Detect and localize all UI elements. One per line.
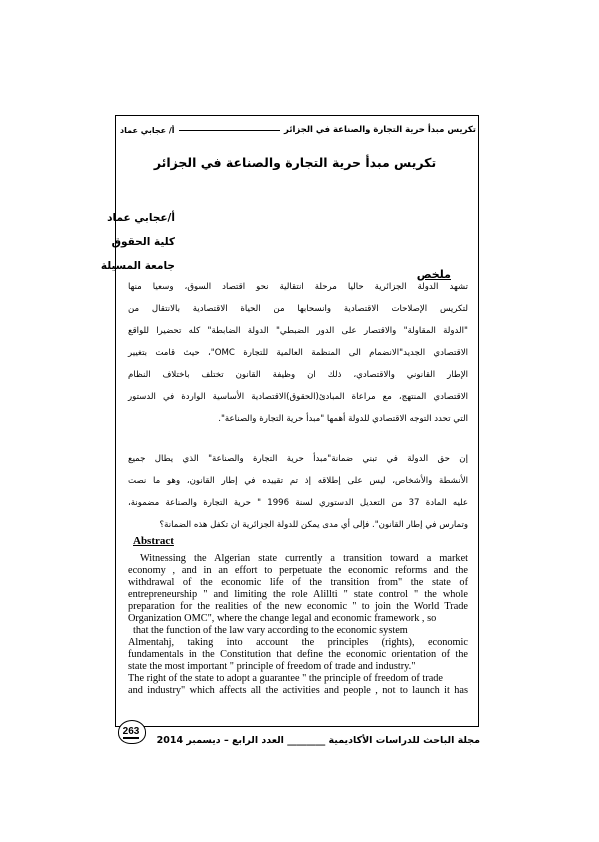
summary-line: عليه المادة 37 من التعديل الدستوري لسنة 1996 " حرية التجارة والصناعة مضمونة،	[128, 498, 469, 508]
summary-heading: ملخص	[416, 268, 451, 281]
abstract-line: fundamentals in the Constitution that define the economic orientation of the	[128, 649, 468, 660]
header-rule	[179, 130, 281, 131]
running-header	[120, 122, 476, 138]
abstract-line: state the most important " principle of freedom of trade and industry."	[128, 661, 416, 672]
abstract-line: economy , and in an effort to perpetuate the economic reforms and the	[128, 565, 468, 576]
summary-line: التي تحدد التوجه الاقتصادي للدولة أهمها "مبدأ حرية التجارة والصناعة".	[218, 414, 468, 424]
summary-line: تشهد الدولة الجزائرية حاليا مرحلة انتقالية نحو اقتصاد السوق، وسعيا منها	[128, 282, 468, 292]
author-block	[101, 206, 175, 278]
abstract-line: The right of the state to adopt a guarantee " the principle of freedom of trade	[128, 673, 443, 684]
page-number-badge	[116, 718, 146, 746]
article-title: تكريس مبدأ حرية التجارة والصناعة في الجزائر	[153, 155, 437, 170]
abstract-line: Almentahj, taking into account the principles (rights), economic	[128, 637, 468, 648]
summary-paragraph-1	[128, 276, 468, 430]
abstract-line: that the function of the law vary according to the economic system	[133, 625, 408, 636]
abstract-line: preparation for the realities of the new economic " to join the World Trade	[128, 601, 468, 612]
summary-line: الأنشطة والأشخاص، ليس على إطلاقه إذ تم تقييده في إطار القانون، وهو ما نصت	[128, 476, 468, 486]
abstract-line: entrepreneurship " and limiting the role Alillti " state control " the whole	[128, 589, 468, 600]
summary-line: إن حق الدولة في تبني ضمانة"مبدأ حرية التجارة والصناعة" الذي يطال جميع	[128, 454, 468, 464]
abstract-heading: Abstract	[133, 535, 174, 547]
journal-footer: مجلة الباحث للدراسات الأكاديمية ________ العدد الرابع – ديسمبر 2014	[156, 735, 480, 746]
abstract-line: Organization OMC", where the change legal and economic framework , so	[128, 613, 437, 624]
abstract-line: Witnessing the Algerian state currently a transition toward a market	[140, 553, 468, 564]
running-author: أ/ عجابي عماد	[120, 125, 175, 135]
abstract-paragraph	[128, 553, 468, 697]
abstract-line: withdrawal of the economic life of the transition from" the state of	[128, 577, 468, 588]
author-faculty: كلية الحقوق	[111, 236, 175, 248]
summary-line: الإطار القانوني والاقتصادي، ذلك ان وظيفة القانون تختلف باختلاف النظام	[128, 370, 468, 380]
running-title: تكريس مبدأ حرية التجارة والصناعة في الجزائر	[284, 125, 476, 135]
summary-line: الاقتصادي الجديد"الانضمام الى المنظمة العالمية للتجارة OMC"، حيث قامت بتغيير	[128, 348, 468, 358]
abstract-line: and industry" which affects all the activities and people , not to launch it has	[128, 685, 468, 696]
author-name: أ/عجابي عماد	[107, 212, 175, 224]
summary-line: الاقتصادي المنتهج، مع مراعاة المبادئ(الحقوق)الاقتصادية الأساسية الواردة في الدستور	[128, 392, 468, 402]
page-number: 263	[122, 725, 140, 737]
summary-paragraph-2	[128, 448, 468, 536]
summary-line: لتكريس الإصلاحات الاقتصادية وانسحابها من الحياة الاقتصادية بالانتقال من	[128, 304, 468, 314]
author-university: جامعة المسيلة	[100, 260, 175, 272]
summary-line: وتمارس في إطار القانون". فإلى أي مدى يمكن للدولة الجزائرية ان تكفل هذه الضمانة؟	[159, 520, 468, 530]
summary-line: "الدولة المقاولة" والاقتصار على الدور الضبطي" الدولة الضابطة" كله تحضيرا للواقع	[128, 326, 468, 336]
